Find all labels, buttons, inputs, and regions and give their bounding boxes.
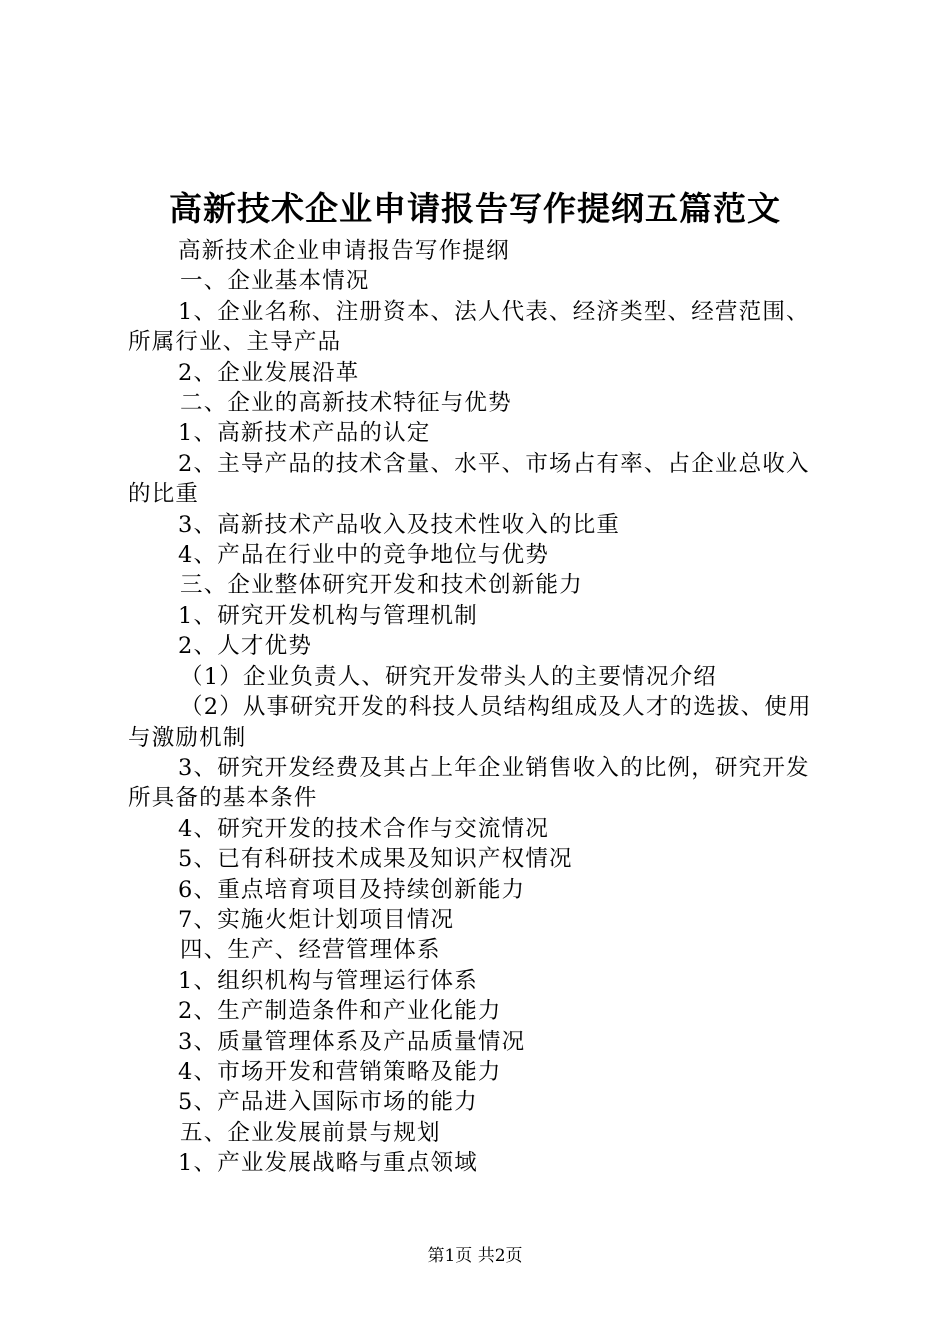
paragraph: 5、产品进入国际市场的能力 — [178, 1089, 478, 1116]
section-heading: 四、生产、经营管理体系 — [180, 937, 441, 964]
paragraph: 3、质量管理体系及产品质量情况 — [178, 1028, 526, 1055]
paragraph: （2）从事研究开发的科技人员结构组成及人才的选拔、使用与激励机制 — [128, 694, 812, 751]
section-heading: 一、企业基本情况 — [180, 268, 370, 295]
paragraph: 2、生产制造条件和产业化能力 — [178, 998, 502, 1025]
page-footer: 第1页 共2页 — [427, 1246, 523, 1266]
paragraph: 7、实施火炬计划项目情况 — [178, 906, 455, 933]
paragraph: 1、组织机构与管理运行体系 — [178, 967, 478, 994]
paragraph: 高新技术企业申请报告写作提纲 — [178, 238, 510, 264]
paragraph: 1、高新技术产品的认定 — [178, 420, 431, 447]
paragraph: 4、市场开发和营销策略及能力 — [178, 1058, 502, 1085]
document-title: 高新技术企业申请报告写作提纲五篇范文 — [169, 189, 781, 228]
paragraph: 2、主导产品的技术含量、水平、市场占有率、占企业总收入的比重 — [128, 450, 810, 508]
section-heading: 五、企业发展前景与规划 — [180, 1119, 441, 1146]
paragraph: 3、研究开发经费及其占上年企业销售收入的比例，研究开发所具备的基本条件 — [128, 754, 810, 812]
paragraph: 1、研究开发机构与管理机制 — [178, 602, 478, 629]
paragraph: （1）企业负责人、研究开发带头人的主要情况介绍 — [180, 663, 717, 690]
paragraph: 3、高新技术产品收入及技术性收入的比重 — [178, 511, 621, 538]
paragraph: 5、已有科研技术成果及知识产权情况 — [178, 846, 573, 873]
paragraph: 2、企业发展沿革 — [178, 359, 360, 386]
paragraph: 2、人才优势 — [178, 633, 313, 660]
document-body — [128, 236, 833, 1179]
paragraph: 4、产品在行业中的竞争地位与优势 — [178, 542, 550, 569]
paragraph: 1、企业名称、注册资本、法人代表、经济类型、经营范围、所属行业、主导产品 — [128, 298, 810, 356]
paragraph: 1、产业发展战略与重点领域 — [178, 1150, 478, 1177]
section-heading: 三、企业整体研究开发和技术创新能力 — [180, 572, 583, 599]
paragraph: 4、研究开发的技术合作与交流情况 — [178, 815, 550, 842]
section-heading: 二、企业的高新技术特征与优势 — [180, 390, 512, 417]
paragraph: 6、重点培育项目及持续创新能力 — [178, 876, 526, 903]
